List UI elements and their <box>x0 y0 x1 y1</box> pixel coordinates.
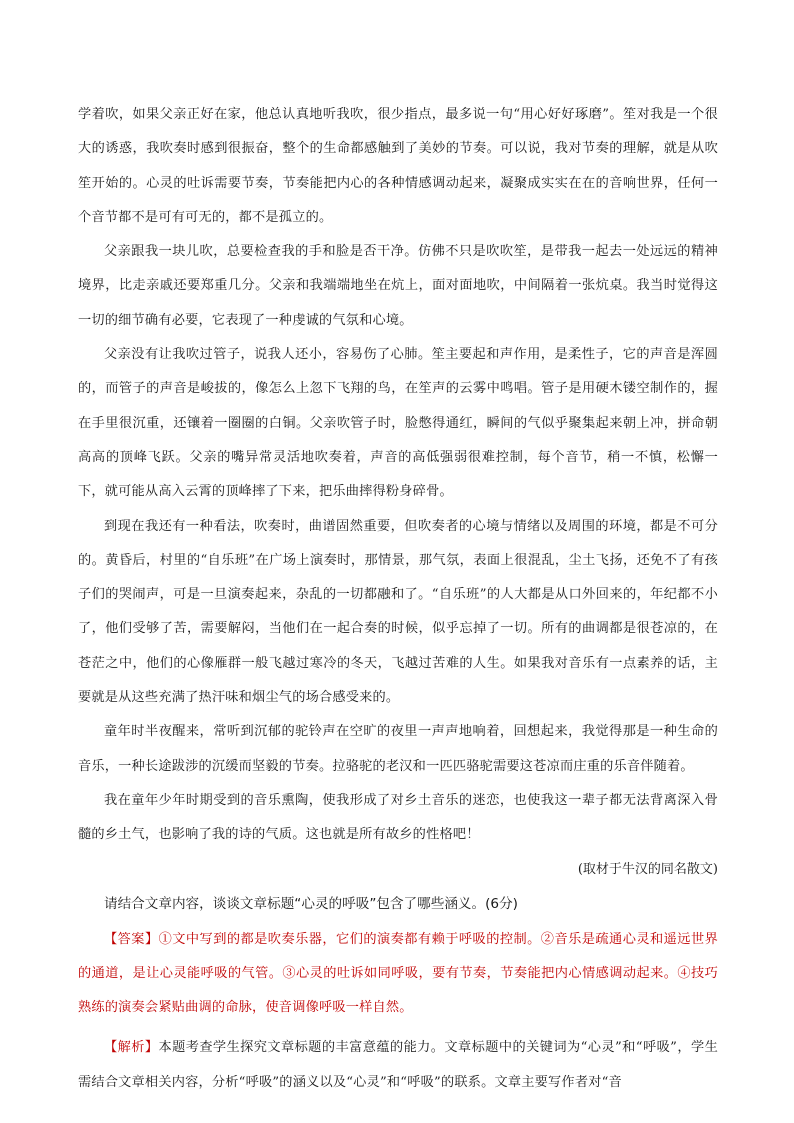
article-paragraph-3: 父亲没有让我吹过管子，说我人还小，容易伤了心肺。笙主要起和声作用，是柔性子，它的声音是浑圆的，而管子的声音是峻拔的，像怎么上忽下飞翔的鸟，在笙声的云雾中鸣唱。管子是用硬木镂空制作的，握在手里很沉重，还镶着一圈圈的白铜。父亲吹管子时，脸憋得通红，瞬间的气似乎聚集起来朝上冲，拼命朝高高的顶峰飞跃。父亲的嘴异常灵活地吹奏着，声音的高低强弱很难控制，每个音节，稍一不慎，松懈一下，就可能从高入云霄的顶峰摔了下来，把乐曲摔得粉身碎骨。 <box>78 347 718 500</box>
answer-block <box>78 923 718 1026</box>
answer-tag: 【答案】 <box>104 931 159 947</box>
article-paragraph-5: 童年时半夜醒来，常听到沉郁的驼铃声在空旷的夜里一声声地响着，回想起来，我觉得那是一种生命的音乐，一种长途跋涉的沉缓而坚毅的节奏。拉骆驼的老汉和一匹匹骆驼需要这苍凉而庄重的乐音伴随着。 <box>78 724 718 774</box>
document-body <box>78 98 718 1100</box>
article-paragraph-1: 学着吹，如果父亲正好在家，他总认真地听我吹，很少指点，最多说一句“用心好好琢磨”。笙对我是一个很大的诱惑，我吹奏时感到很振奋，整个的生命都感触到了美妙的节奏。可以说，我对节奏的理解，就是从吹笙开始的。心灵的吐诉需要节奏，节奏能把内心的各种情感调动起来，凝聚成实实在在的音响世界，任何一个音节都不是可有可无的，都不是孤立的。 <box>78 107 718 225</box>
question-text: 请结合文章内容，谈谈文章标题“心灵的呼吸”包含了哪些涵义。(6分) <box>104 895 518 912</box>
article-paragraph-2: 父亲跟我一块儿吹，总要检查我的手和脸是否干净。仿佛不只是吹吹笙，是带我一起去一处远远的精神境界，比走亲戚还要郑重几分。父亲和我端端地坐在炕上，面对面地吹，中间隔着一张炕桌。我当时觉得这一切的细节确有必要，它表现了一种虔诚的气氛和心境。 <box>78 244 718 328</box>
analysis-tag: 【解析】 <box>104 1040 159 1056</box>
analysis-text: 本题考查学生探究文章标题的丰富意蕴的能力。文章标题中的关键词为“心灵”和“呼吸”，学生需结合文章相关内容，分析“呼吸”的涵义以及“心灵”和“呼吸”的联系。文章主要写作者对“音 <box>78 1040 718 1090</box>
analysis-block <box>78 1031 718 1100</box>
answer-text: ①文中写到的都是吹奏乐器，它们的演奏都有赖于呼吸的控制。②音乐是疏通心灵和遥远世界的通道，是让心灵能呼吸的气管。③心灵的吐诉如同呼吸，要有节奏，节奏能把内心情感调动起来。④技巧熟练的演奏会紧贴曲调的命脉，使音调像呼吸一样自然。 <box>78 931 718 1016</box>
article-source: (取材于牛汉的同名散文) <box>577 861 718 877</box>
article-paragraph-4: 到现在我还有一种看法，吹奏时，曲谱固然重要，但吹奏者的心境与情绪以及周围的环境，都是不可分的。黄昏后，村里的“自乐班”在广场上演奏时，那情景，那气氛，表面上很混乱，尘土飞扬，还免不了有孩子们的哭闹声，可是一旦演奏起来，杂乱的一切都融和了。“自乐班”的人大都是从口外回来的，年纪都不小了，他们受够了苦，需要解闷，当他们在一起合奏的时候，似乎忘掉了一切。所有的曲调都是很苍凉的，在苍茫之中，他们的心像雁群一般飞越过寒冷的冬天，飞越过苦难的人生。如果我对音乐有一点素养的话，主要就是从这些充满了热汗味和烟尘气的场合感受来的。 <box>78 518 718 706</box>
article-paragraph-6: 我在童年少年时期受到的音乐熏陶，使我形成了对乡土音乐的迷恋，也使我这一辈子都无法背离深入骨髓的乡土气，也影响了我的诗的气质。这也就是所有故乡的性格吧！ <box>78 792 718 843</box>
